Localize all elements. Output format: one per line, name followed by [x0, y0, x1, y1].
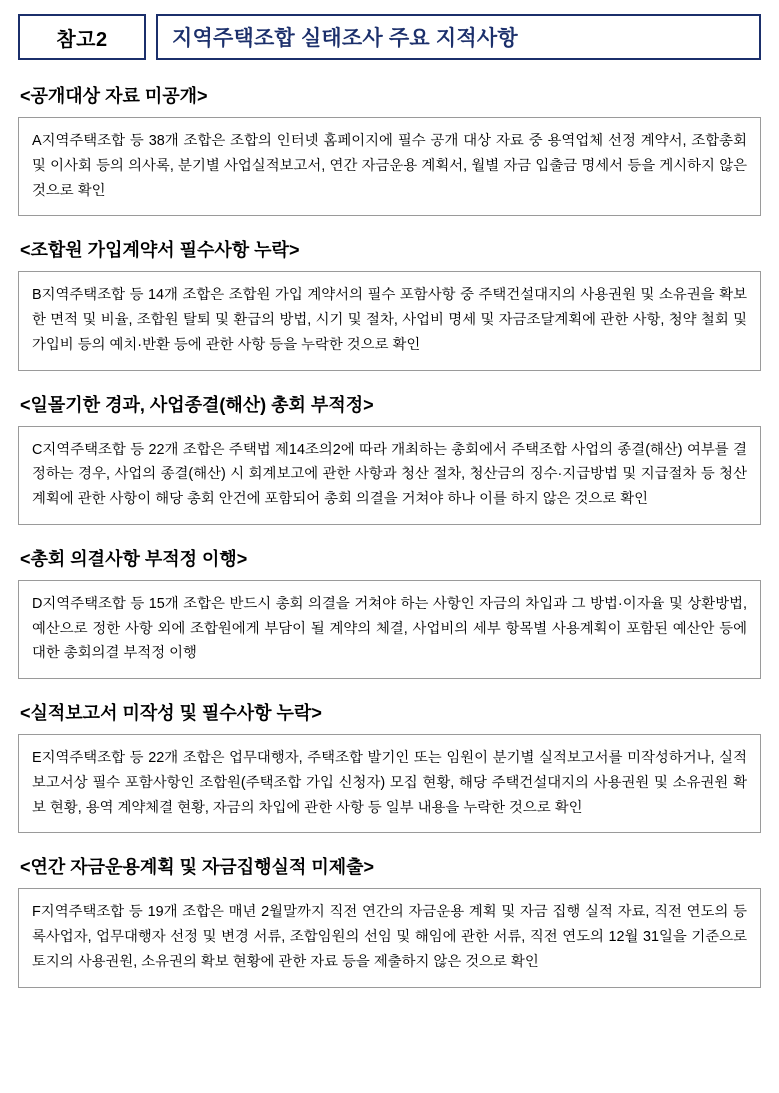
- section-heading: <실적보고서 미작성 및 필수사항 누락>: [20, 703, 322, 724]
- section-6: [18, 853, 761, 987]
- section-heading: <일몰기한 경과, 사업종결(해산) 총회 부적정>: [20, 394, 374, 415]
- document-header: [18, 14, 761, 60]
- section-paragraph: F지역주택조합 등 19개 조합은 매년 2월말까지 직전 연간의 자금운용 계획 및 자금 집행 실적 자료, 직전 연도의 등록사업자, 업무대행자 선정 및 변경 서류, 조합임원의 선임 및 해임에 관한 서류, 직전 연도의 12월 31일을 기준으로 토지의 사용권원, 소유권의 확보 현황에 관한 자료 등을 제출하지 않은 것으로 확인: [32, 904, 747, 971]
- section-4: [18, 545, 761, 679]
- section-body: [18, 426, 761, 525]
- section-paragraph: D지역주택조합 등 15개 조합은 반드시 총회 의결을 거쳐야 하는 사항인 자금의 차입과 그 방법·이자율 및 상환방법, 예산으로 정한 사항 외에 조합원에게 부담이 될 계약의 체결, 사업비의 세부 항목별 사용계획이 포함된 예산안 등에 대한 총회의결 부적정 이행: [32, 595, 747, 662]
- section-heading: <조합원 가입계약서 필수사항 누락>: [20, 240, 300, 261]
- section-body: [18, 888, 761, 987]
- section-paragraph: A지역주택조합 등 38개 조합은 조합의 인터넷 홈페이지에 필수 공개 대상 자료 중 용역업체 선정 계약서, 조합총회 및 이사회 등의 의사록, 분기별 사업실적보고서, 연간 자금운용 계획서, 월별 자금 입출금 명세서 등을 게시하지 않은 것으로 확인: [32, 133, 747, 199]
- section-1: [18, 82, 761, 216]
- reference-badge-label: 참고2: [56, 28, 108, 51]
- section-body: [18, 734, 761, 833]
- section-body: [18, 271, 761, 370]
- section-heading: <공개대상 자료 미공개>: [20, 86, 208, 106]
- section-2: [18, 236, 761, 370]
- reference-badge: [18, 14, 146, 60]
- section-body: [18, 117, 761, 216]
- page-title-text: 지역주택조합 실태조사 주요 지적사항: [172, 27, 518, 50]
- section-body: [18, 580, 761, 679]
- section-5: [18, 699, 761, 833]
- section-paragraph: C지역주택조합 등 22개 조합은 주택법 제14조의2에 따라 개최하는 총회에서 주택조합 사업의 종결(해산) 여부를 결정하는 경우, 사업의 종결(해산) 시 회계보고에 관한 사항과 청산 절차, 청산금의 징수·지급방법 및 지급절차 등 청산 계획에 관한 사항이 해당 총회 안건에 포함되어 총회 의결을 거쳐야 하나 이를 하지 않은 것으로 확인: [32, 441, 747, 508]
- section-3: [18, 391, 761, 525]
- section-paragraph: B지역주택조합 등 14개 조합은 조합원 가입 계약서의 필수 포함사항 중 주택건설대지의 사용권원 및 소유권을 확보한 면적 및 비율, 조합원 탈퇴 및 환급의 방법, 시기 및 절차, 사업비 명세 및 자금조달계획에 관한 사항, 청약 철회 및 가입비 등의 예치·반환 등에 관한 사항 등을 누락한 것으로 확인: [32, 287, 747, 353]
- page-title: [156, 14, 761, 60]
- section-paragraph: E지역주택조합 등 22개 조합은 업무대행자, 주택조합 발기인 또는 임원이 분기별 실적보고서를 미작성하거나, 실적보고서상 필수 포함사항인 조합원(주택조합 가입 신청자) 모집 현황, 해당 주택건설대지의 사용권원 및 소유권원 확보 현황, 용역 계약체결 현황, 자금의 차입에 관한 사항 등 일부 내용을 누락한 것으로 확인: [32, 750, 747, 816]
- section-heading: <총회 의결사항 부적정 이행>: [20, 548, 248, 569]
- section-heading: <연간 자금운용계획 및 자금집행실적 미제출>: [20, 857, 375, 878]
